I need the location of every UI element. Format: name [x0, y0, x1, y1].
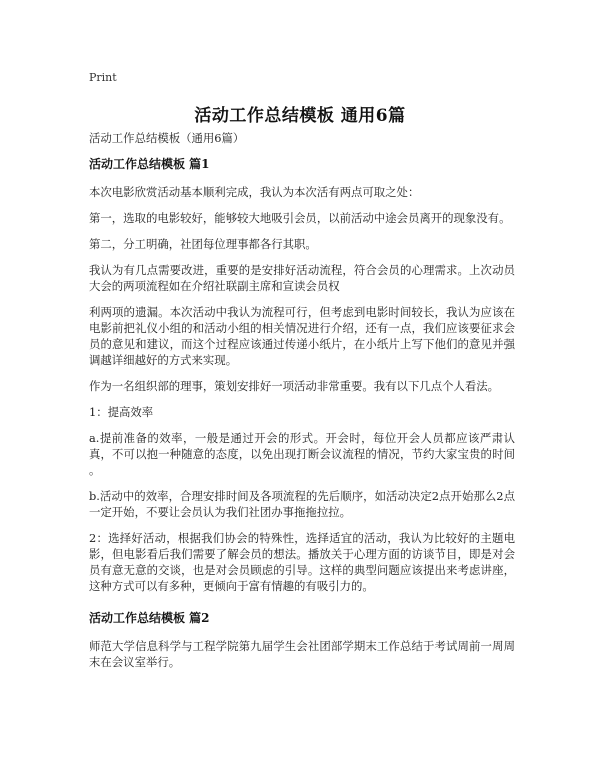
paragraph-9: b.活动中的效率，合理安排时间及各项流程的先后顺序，如活动决定2点开始那么2点一定开始，不要让会员认为我们社团办事拖拖拉拉。: [89, 489, 515, 519]
paragraph-4: 我认为有几点需要改进，重要的是安排好活动流程，符合会员的心理需求。上次动员大会的两项流程如在介绍社联副主席和宣读会员权: [89, 263, 515, 293]
section2-paragraph: 师范大学信息科学与工程学院第九届学生会社团部学期末工作总结于考试周前一周周末在会议室举行。: [89, 639, 515, 669]
section-heading-2: 活动工作总结模板 篇2: [89, 611, 210, 625]
paragraph-8: a.提前准备的效率，一般是通过开会的形式。开会时，每位开会人员都应该严肃认真，不可以抱一种随意的态度，以免出现打断会议流程的情况，节约大家宝贵的时间 。: [89, 431, 515, 477]
section-heading-1: 活动工作总结模板 篇1: [89, 157, 210, 171]
paragraph-5: 利两项的遗漏。本次活动中我认为流程可行，但考虑到电影时间较长，我认为应该在电影前把礼仪小组的和活动小组的相关情况进行介绍，还有一点，我们应该要征求会员的意见和建议，而这个过程应该通过传递小纸片，在小纸片上写下他们的意见并强调越详细越好的方式来实现。: [89, 305, 515, 367]
document-body: [89, 130, 515, 680]
document-subtitle: 活动工作总结模板（通用6篇）: [89, 131, 245, 145]
paragraph-2: 第一，选取的电影较好，能够较大地吸引会员，以前活动中途会员离开的现象没有。: [89, 211, 511, 225]
paragraph-3: 第二，分工明确，社团每位理事都各行其职。: [89, 237, 317, 251]
paragraph-10: 2：选择好活动，根据我们协会的特殊性，选择适宜的活动，我认为比较好的主题电影，但电影看后我们需要了解会员的想法。播放关于心理方面的访谈节目，即是对会员有意无意的交谈，也是对会员顾虑的引导。这样的典型问题应该提出来考虑讲座，这种方式可以有多种，更倾向于富有情趣的有吸引力的。: [89, 531, 515, 593]
paragraph-7: 1：提高效率: [89, 405, 154, 419]
page-title: 活动工作总结模板 通用6篇: [194, 106, 406, 126]
print-label: Print: [89, 71, 117, 84]
paragraph-6: 作为一名组织部的理事，策划安排好一项活动非常重要。我有以下几点个人看法。: [89, 379, 500, 393]
paragraph-1: 本次电影欣赏活动基本顺利完成，我认为本次活有两点可取之处：: [89, 185, 420, 199]
